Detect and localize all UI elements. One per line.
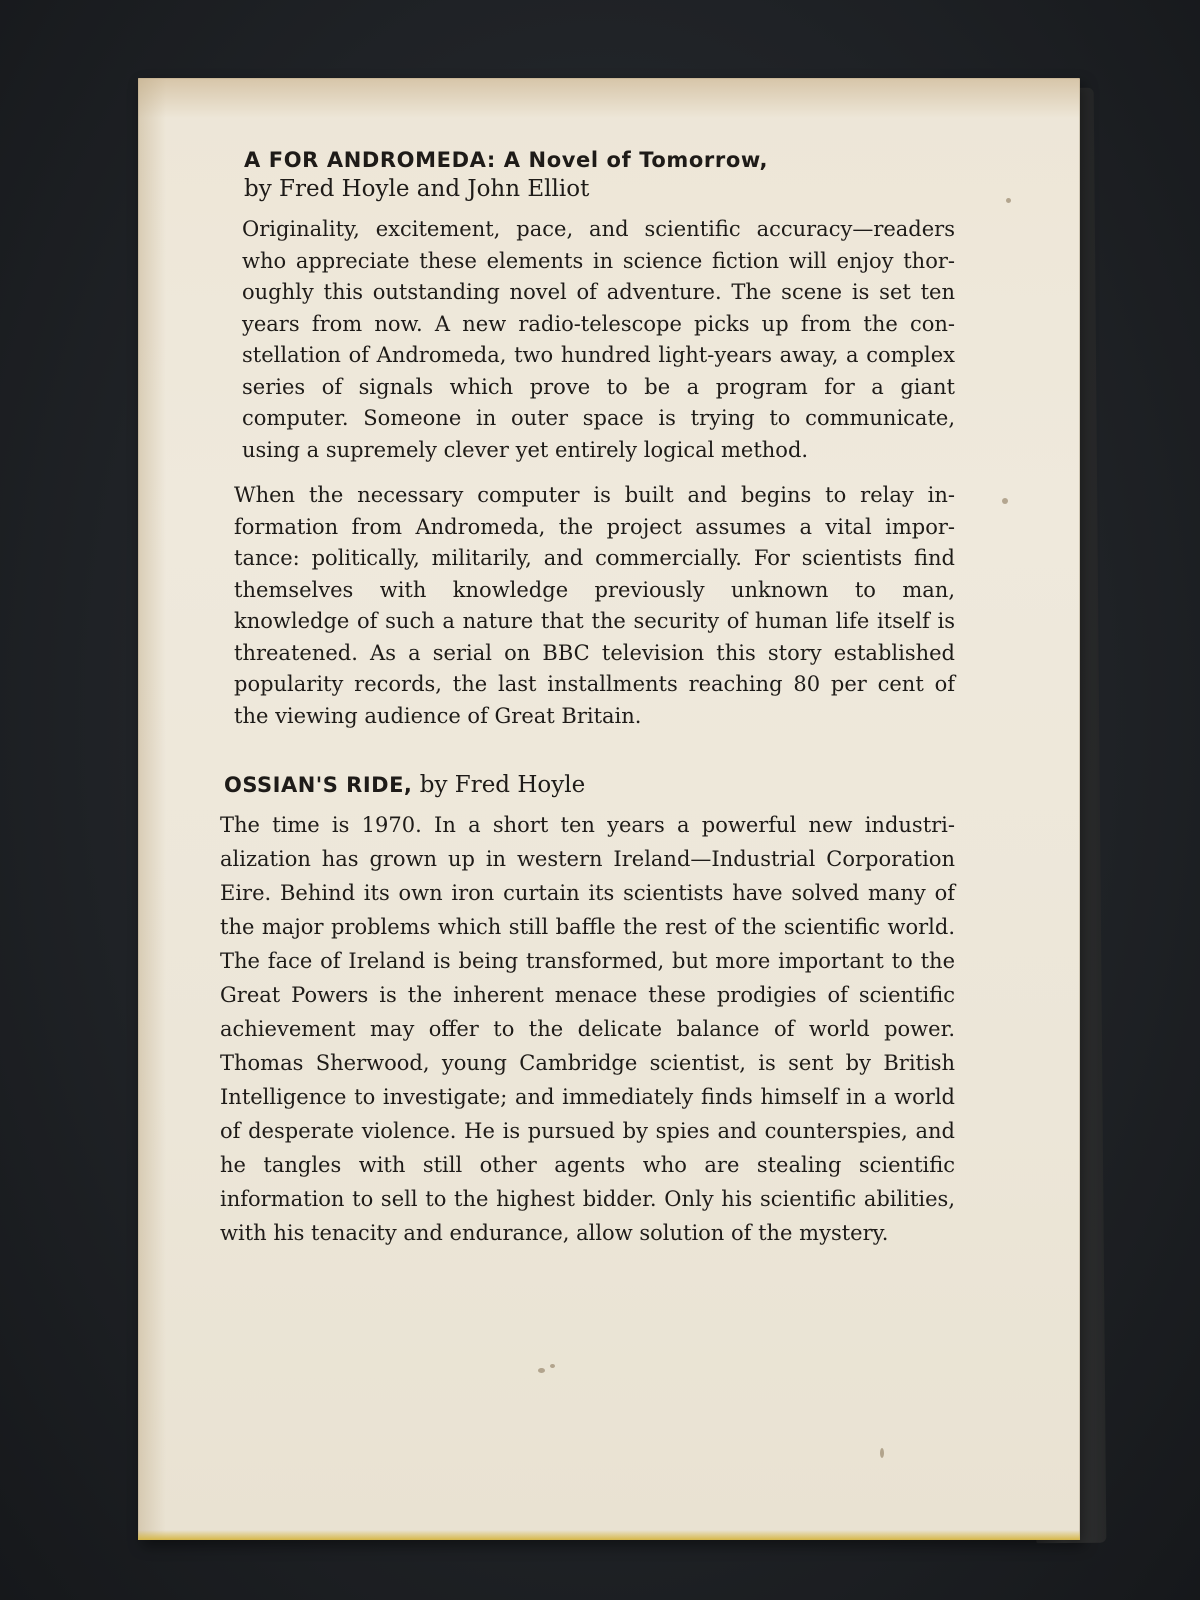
book-title-andromeda: A FOR ANDROMEDA: A Novel of Tomorrow,	[244, 148, 769, 172]
blurb-text	[220, 148, 955, 1264]
stain-speck	[550, 1364, 555, 1368]
edge-stain	[138, 78, 166, 1540]
stain-speck	[538, 1368, 545, 1373]
byline-andromeda: by Fred Hoyle and John Elliot	[244, 176, 590, 202]
stain-speck	[1002, 498, 1008, 504]
stain-speck	[1006, 198, 1011, 203]
andromeda-paragraph-1: Originality, excitement, pace, and scientific accuracy—readers who appreciate these elements in science fiction will enjoy thoroughly this outstanding novel of adventure. The scene is set ten years from now. A new radio-telescope picks up from the constellation of Andromeda, two hundred light-years away, a complex series of signals which prove to be a program for a giant computer. Someone in outer space is trying to communicate, using a supremely clever yet entirely logical method.	[242, 217, 955, 462]
ossian-heading	[224, 772, 955, 798]
byline-ossian: by Fred Hoyle	[419, 772, 586, 798]
book-title-ossian: OSSIAN'S RIDE,	[224, 773, 413, 797]
andromeda-paragraph-2: When the necessary computer is built and begins to relay information from Andromeda, the project assumes a vital importance: politically, militarily, and commercially. For scientists find themselves with knowledge previously unknown to man, knowledge of such a nature that the security of human life itself is threatened. As a serial on BBC television this story established popularity records, the last installments reaching 80 per cent of the viewing audience of Great Britain.	[234, 483, 955, 728]
ossian-paragraph: The time is 1970. In a short ten years a powerful new industrialization has grown up in western Ireland—Industrial Corporation Eire. Behind its own iron curtain its scientists have solved many of the major problems which still baffle the rest of the scientific world. The face of Ireland is being transformed, but more important to the Great Powers is the inherent menace these prodigies of scientific achievement may offer to the delicate balance of world power. Thomas Sherwood, young Cambridge scientist, is sent by British Intelligence to investigate; and immediately finds himself in a world of desperate violence. He is pursued by spies and counterspies, and he tangles with still other agents who are stealing scientific information to sell to the highest bidder. Only his scientific abilities, with his tenacity and endurance, allow solution of the mystery.	[220, 813, 955, 1245]
stain-speck	[880, 1448, 884, 1458]
